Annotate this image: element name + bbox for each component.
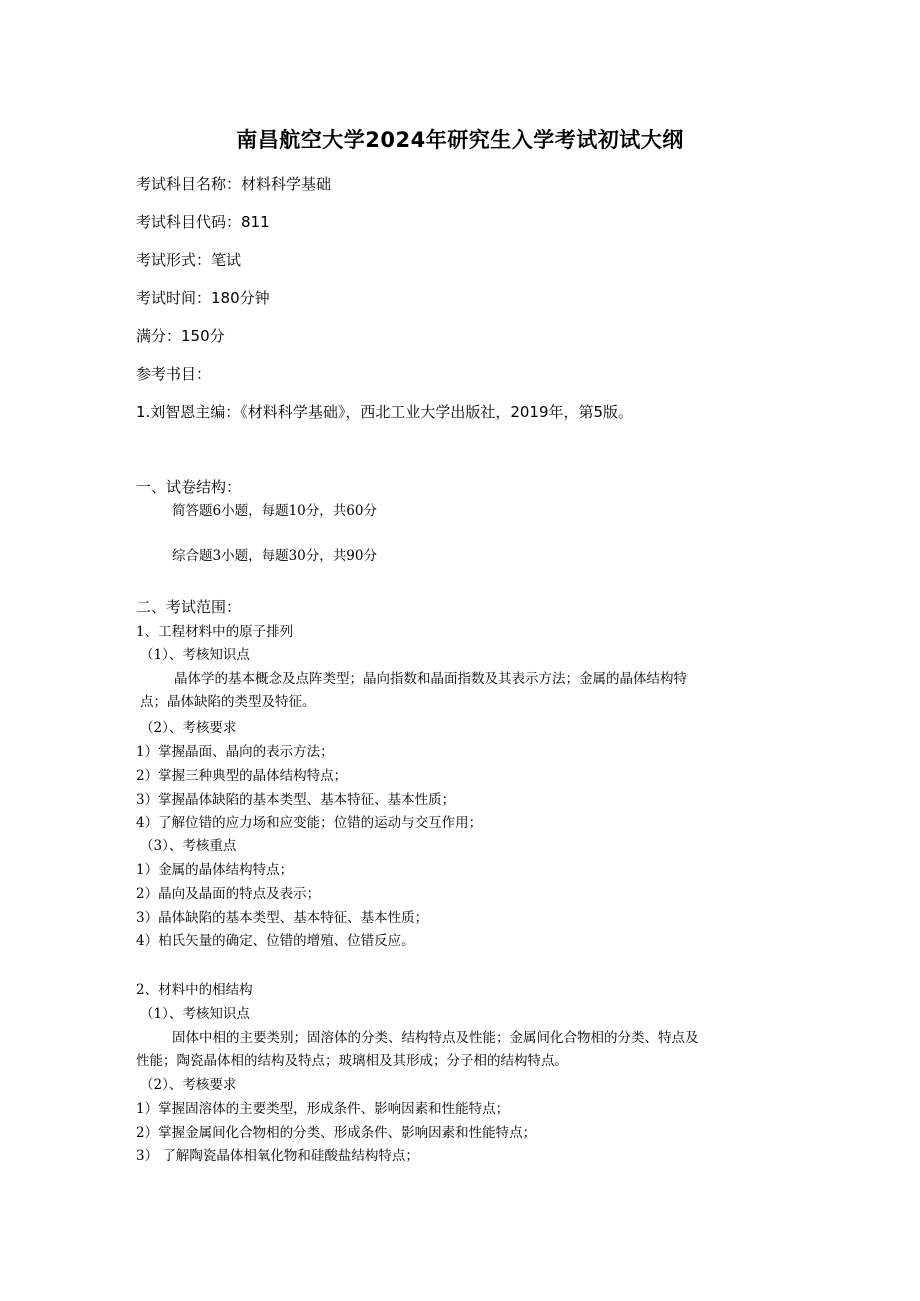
full-score: 满分：150分 <box>136 327 225 345</box>
list-item: 1）掌握晶面、晶向的表示方法； <box>136 744 334 760</box>
list-item: 2）掌握金属间化合物相的分类、形成条件、影响因素和性能特点； <box>136 1125 537 1141</box>
list-item: 1）金属的晶体结构特点； <box>136 862 294 878</box>
references-heading: 参考书目： <box>136 365 212 383</box>
chapter-title: 1、工程材料中的原子排列 <box>136 624 294 640</box>
chapter-title: 2、材料中的相结构 <box>136 982 253 998</box>
list-item: 2）掌握三种典型的晶体结构特点； <box>136 768 348 784</box>
scope-heading: 二、考试范围： <box>136 598 242 616</box>
subsection-heading: （2）、考核要求 <box>140 1077 237 1093</box>
subsection-heading: （3）、考核重点 <box>140 838 237 854</box>
list-item: 3）晶体缺陷的基本类型、基本特征、基本性质； <box>136 910 429 926</box>
paragraph-line: 晶体学的基本概念及点阵类型；晶向指数和晶面指数及其表示方法；金属的晶体结构特 <box>174 671 687 687</box>
exam-form: 考试形式：笔试 <box>136 251 242 269</box>
reference-item: 1.刘智恩主编：《材料科学基础》，西北工业大学出版社，2019年，第5版。 <box>136 403 634 421</box>
paragraph-line: 点；晶体缺陷的类型及特征。 <box>140 694 316 710</box>
paragraph-line: 性能；陶瓷晶体相的结构及特点；玻璃相及其形成；分子相的结构特点。 <box>136 1053 568 1069</box>
subject-name: 考试科目名称：材料科学基础 <box>136 175 332 193</box>
list-item: 3） 了解陶瓷晶体相氧化物和硅酸盐结构特点； <box>136 1148 419 1164</box>
structure-item: 简答题6小题，每题10分，共60分 <box>172 503 377 519</box>
subsection-heading: （2）、考核要求 <box>140 720 237 736</box>
list-item: 3）掌握晶体缺陷的基本类型、基本特征、基本性质； <box>136 792 456 808</box>
subject-code: 考试科目代码：811 <box>136 213 270 231</box>
structure-heading: 一、试卷结构： <box>136 478 242 496</box>
document-title: 南昌航空大学2024年研究生入学考试初试大纲 <box>236 128 684 152</box>
list-item: 4）柏氏矢量的确定、位错的增殖、位错反应。 <box>136 933 415 949</box>
list-item: 2）晶向及晶面的特点及表示； <box>136 886 321 902</box>
paragraph-line: 固体中相的主要类别；固溶体的分类、结构特点及性能；金属间化合物相的分类、特点及 <box>172 1030 699 1046</box>
subsection-heading: （1）、考核知识点 <box>140 1006 250 1022</box>
list-item: 1）掌握固溶体的主要类型，形成条件、影响因素和性能特点； <box>136 1101 510 1117</box>
list-item: 4）了解位错的应力场和应变能；位错的运动与交互作用； <box>136 815 483 831</box>
subsection-heading: （1）、考核知识点 <box>140 647 250 663</box>
structure-item: 综合题3小题，每题30分，共90分 <box>172 548 377 564</box>
exam-time: 考试时间：180分钟 <box>136 289 270 307</box>
